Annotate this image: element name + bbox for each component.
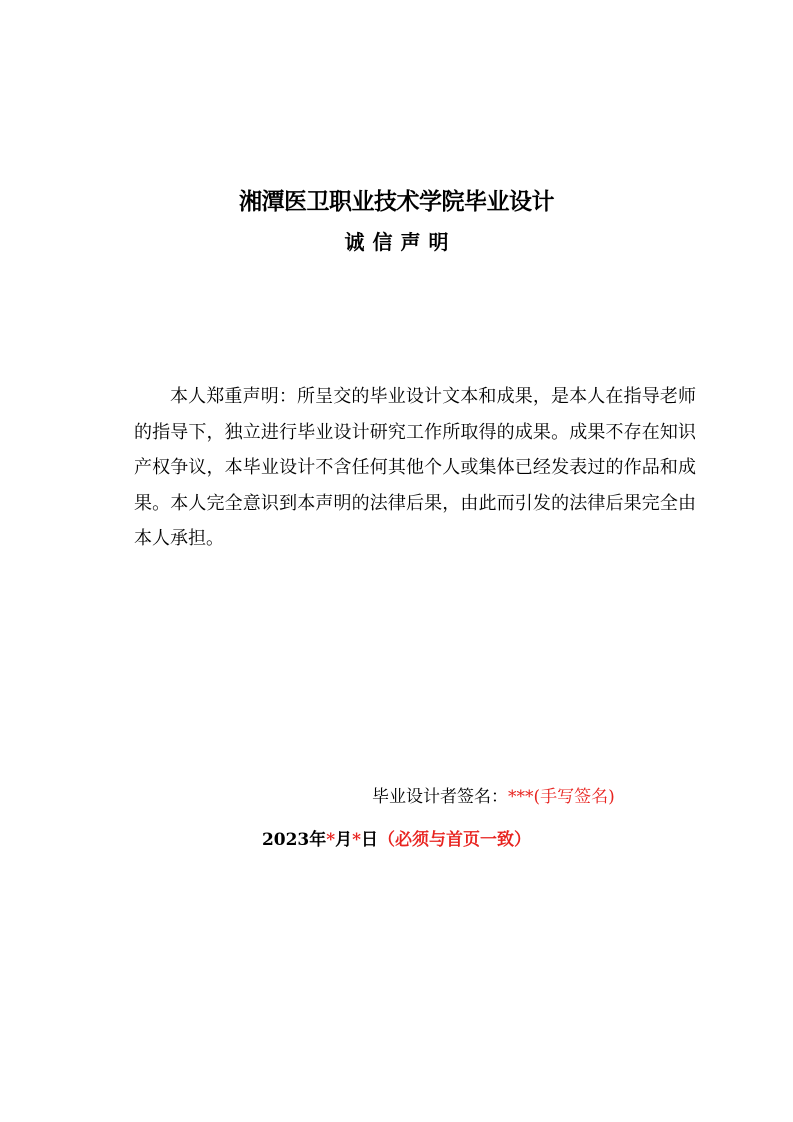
date-day-label: 日 xyxy=(361,830,379,850)
document-subtitle: 诚信声明 xyxy=(344,230,457,254)
document-title: 湘潭医卫职业技术学院毕业设计 xyxy=(239,189,554,215)
date-day-placeholder: * xyxy=(352,830,362,850)
date-note: （必须与首页一致） xyxy=(378,830,532,850)
date-year: 2023年 xyxy=(261,830,327,850)
date-line xyxy=(0,825,793,855)
statement-paragraph: 本人郑重声明：所呈交的毕业设计文本和成果，是本人在指导老师的指导下，独立进行毕业设计研究工作所取得的成果。成果不存在知识产权争议，本毕业设计不含任何其他个人或集体已经发表过的作品和成果。本人完全意识到本声明的法律后果，由此而引发的法律后果完全由本人承担。 xyxy=(134,386,696,549)
signature-line xyxy=(372,782,615,812)
date-month-label: 月 xyxy=(335,830,353,850)
date-month-placeholder: * xyxy=(326,830,336,850)
signature-placeholder: ***(手写签名) xyxy=(508,787,615,807)
signature-label: 毕业设计者签名： xyxy=(372,787,508,807)
